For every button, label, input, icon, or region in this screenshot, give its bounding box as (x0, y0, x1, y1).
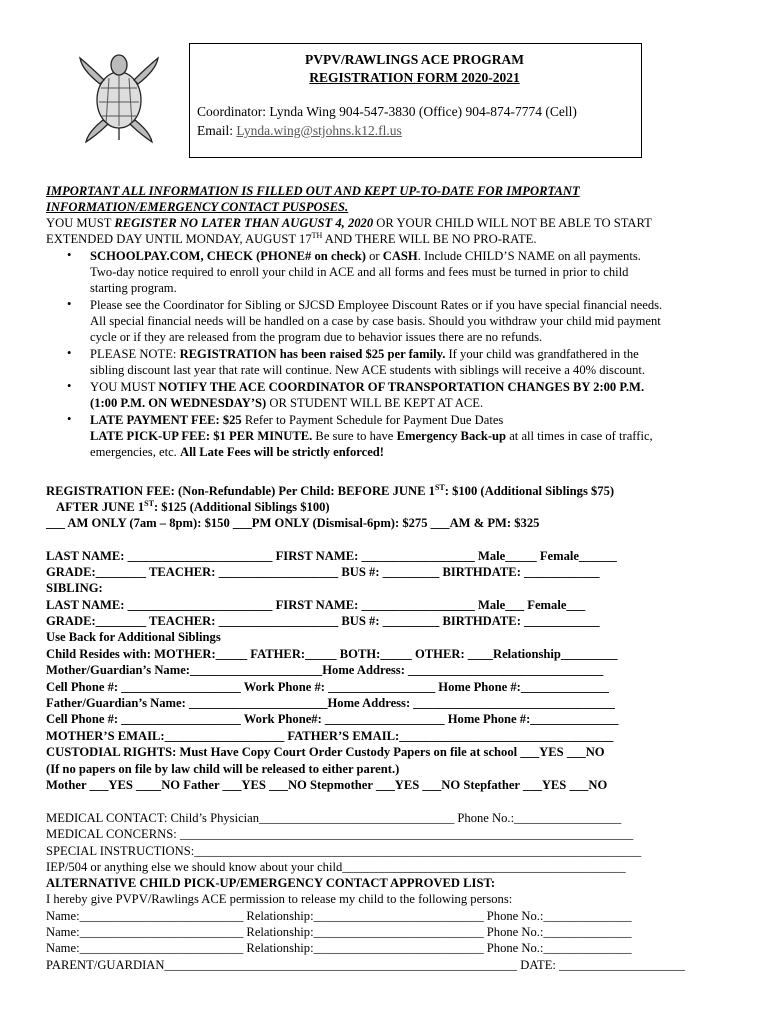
contact-row[interactable]: Name:__________________________ Relationship:___________________________ Phone No.:______________ (46, 925, 632, 939)
important-line-2: INFORMATION/EMERGENCY CONTACT PUSPOSES. (46, 200, 349, 214)
email-link[interactable]: Lynda.wing@stjohns.k12.fl.us (236, 123, 402, 138)
form-title: PVPV/RAWLINGS ACE PROGRAM (304, 52, 524, 67)
fee-line-1: REGISTRATION FEE: (Non-Refundable) Per Child: BEFORE JUNE 1ST: $100 (Additional Siblings $75) (46, 482, 615, 498)
bullet-dot: • (67, 346, 72, 360)
iep-row[interactable]: IEP/504 or anything else we should know about your child_____________________________________________ (46, 860, 626, 874)
custodial-note: (If no papers on file by law child will be released to either parent.) (46, 762, 400, 776)
bullet-discount-l2: All special financial needs will be handled on a case by case basis. Should you withdraw your child mid payment (90, 314, 661, 328)
extended-day-line: EXTENDED DAY UNTIL MONDAY, AUGUST 17TH AND THERE WILL BE NO PRO-RATE. (46, 230, 537, 246)
bullet-note-l2: sibling discount last year that rate will continue. New ACE students with siblings will receive a 40% discount. (90, 363, 646, 377)
bullet-note: PLEASE NOTE: REGISTRATION has been raised $25 per family. If your child was grandfathered in the (90, 347, 639, 361)
permission-line: I hereby give PVPV/Rawlings ACE permission to release my child to the following persons: (46, 892, 513, 906)
fee-line-3[interactable]: ___ AM ONLY (7am – 8pm): $150 ___PM ONLY (Dismisal-6pm): $275 ___AM & PM: $325 (46, 516, 540, 530)
bullet-payment-l3: starting program. (90, 281, 177, 295)
coordinator-line: Coordinator: Lynda Wing 904-547-3830 (Office) 904-874-7774 (Cell) (197, 104, 577, 119)
medical-concerns-row[interactable]: MEDICAL CONCERNS: ________________________________________________________________________ (46, 827, 634, 841)
bullet-payment-l2: Two-day notice required to enroll your child in ACE and all forms and fees must be turned in prior to child (90, 265, 629, 279)
sibling-label: SIBLING: (46, 581, 103, 595)
contact-row[interactable]: Name:__________________________ Relationship:___________________________ Phone No.:______________ (46, 941, 632, 955)
custodial-row[interactable]: CUSTODIAL RIGHTS: Must Have Copy Court Order Custody Papers on file at school ___YES ___NO (46, 745, 605, 759)
bullet-dot: • (67, 412, 72, 426)
bullet-transport-l2: (1:00 P.M. ON WEDNESDAY’S) OR STUDENT WILL BE KEPT AT ACE. (90, 396, 484, 410)
alt-contact-title: ALTERNATIVE CHILD PICK-UP/EMERGENCY CONTACT APPROVED LIST: (46, 876, 496, 890)
back-note: Use Back for Additional Siblings (46, 630, 221, 644)
bullet-dot: • (67, 379, 72, 393)
father-phone-row[interactable]: Cell Phone #: ___________________ Work Phone#: ___________________ Home Phone #:______________ (46, 712, 619, 726)
email-row[interactable]: MOTHER’S EMAIL:___________________ FATHER’S EMAIL:__________________________________ (46, 729, 614, 743)
bullet-payment: SCHOOLPAY.COM, CHECK (PHONE# on check) or CASH. Include CHILD’S NAME on all payments. (90, 249, 641, 263)
bullet-late-pickup: LATE PICK-UP FEE: $1 PER MINUTE. Be sure to have Emergency Back-up at all times in case of traffic, (90, 429, 653, 443)
register-deadline: YOU MUST REGISTER NO LATER THAN AUGUST 4, 2020 OR YOUR CHILD WILL NOT BE ABLE TO START (46, 216, 652, 230)
resides-row[interactable]: Child Resides with: MOTHER:_____ FATHER:_____ BOTH:_____ OTHER: ____Relationship_________ (46, 647, 618, 661)
fee-line-2: AFTER JUNE 1ST: $125 (Additional Siblings $100) (56, 498, 330, 514)
child-name-row[interactable]: LAST NAME: _______________________ FIRST NAME: __________________ Male_____ Female______ (46, 549, 617, 563)
bullet-discount: Please see the Coordinator for Sibling or SJCSD Employee Discount Rates or if you have special financial needs. (90, 298, 663, 312)
bullet-late-fee: LATE PAYMENT FEE: $25 Refer to Payment Schedule for Payment Due Dates (90, 413, 504, 427)
email-line: Email: Lynda.wing@stjohns.k12.fl.us (197, 123, 402, 138)
bullet-discount-l3: cycle or if they are released from the program due to behavior issues there are no refunds. (90, 330, 543, 344)
mother-phone-row[interactable]: Cell Phone #: ___________________ Work Phone #: _________________ Home Phone #:______________ (46, 680, 609, 694)
bullet-transport: YOU MUST NOTIFY THE ACE COORDINATOR OF TRANSPORTATION CHANGES BY 2:00 P.M. (90, 380, 645, 394)
parent-yes-no-row[interactable]: Mother ___YES ____NO Father ___YES ___NO Stepmother ___YES ___NO Stepfather ___YES ___NO (46, 778, 608, 792)
form-subtitle: REGISTRATION FORM 2020-2021 (309, 70, 520, 85)
important-line-1: IMPORTANT ALL INFORMATION IS FILLED OUT AND KEPT UP-TO-DATE FOR IMPORTANT (46, 184, 580, 198)
sibling-grade-row[interactable]: GRADE:________ TEACHER: ___________________ BUS #: _________ BIRTHDATE: ____________ (46, 614, 600, 628)
parent-signature-row[interactable]: PARENT/GUARDIAN________________________________________________________ DATE: ____________________ (46, 958, 686, 972)
sea-turtle-icon (76, 50, 162, 146)
bullet-dot: • (67, 248, 72, 262)
child-grade-row[interactable]: GRADE:________ TEACHER: ___________________ BUS #: _________ BIRTHDATE: ____________ (46, 565, 600, 579)
father-name-row[interactable]: Father/Guardian’s Name: ______________________Home Address: ________________________________ (46, 696, 615, 710)
sibling-name-row[interactable]: LAST NAME: _______________________ FIRST NAME: __________________ Male___ Female___ (46, 598, 586, 612)
mother-name-row[interactable]: Mother/Guardian’s Name:_____________________Home Address: _______________________________ (46, 663, 604, 677)
bullet-dot: • (67, 297, 72, 311)
contact-row[interactable]: Name:__________________________ Relationship:___________________________ Phone No.:______________ (46, 909, 632, 923)
special-instructions-row[interactable]: SPECIAL INSTRUCTIONS:_______________________________________________________________________ (46, 844, 642, 858)
bullet-late-l3: emergencies, etc. All Late Fees will be strictly enforced! (90, 445, 384, 459)
medical-contact-row[interactable]: MEDICAL CONTACT: Child’s Physician_______________________________ Phone No.:_________________ (46, 811, 622, 825)
